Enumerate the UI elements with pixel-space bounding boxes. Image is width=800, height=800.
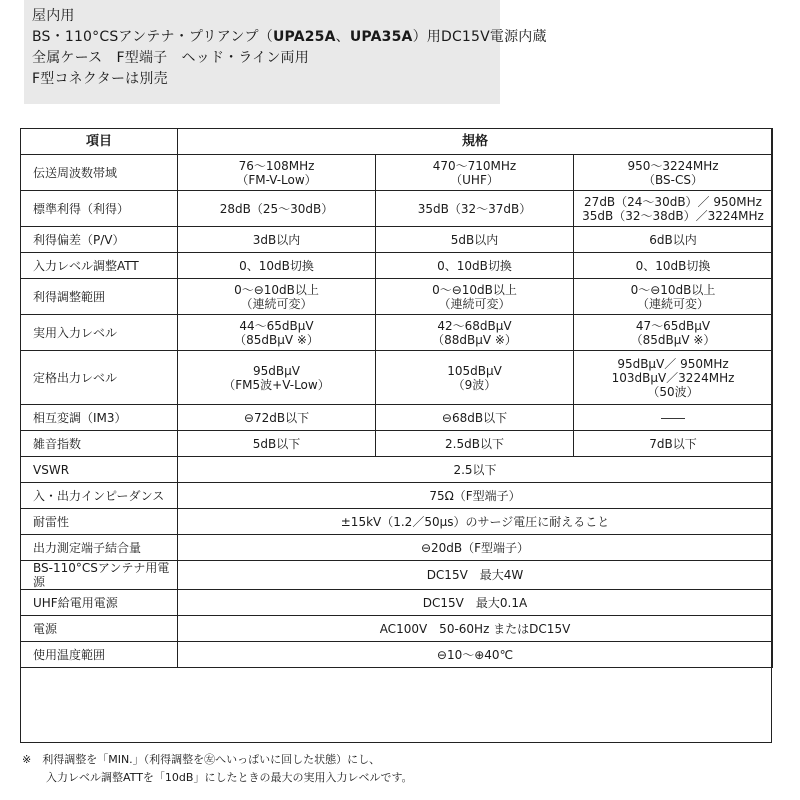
row-value-c2 — [376, 351, 574, 405]
row-label: 伝送周波数帯域 — [21, 155, 178, 191]
row-value-c2 — [376, 431, 574, 457]
cell-line: 6dB以内 — [649, 232, 697, 247]
row-label: UHF給電用電源 — [21, 590, 178, 616]
cell-line: 27dB（24〜30dB）／ 950MHz — [584, 194, 762, 209]
row-value-c3 — [574, 253, 773, 279]
cell-line: 470〜710MHz — [432, 158, 517, 173]
cell-line: ⊖72dB以下 — [243, 410, 310, 425]
row-label: 実用入力レベル — [21, 315, 178, 351]
row-value-c2 — [376, 315, 574, 351]
table-row — [21, 535, 773, 561]
table-row — [21, 509, 773, 535]
table-row — [21, 642, 773, 668]
row-value-c3 — [574, 431, 773, 457]
table-row — [21, 561, 773, 590]
row-label: VSWR — [21, 457, 178, 483]
row-value-c3 — [574, 405, 773, 431]
row-value-span: 75Ω（F型端子） — [178, 483, 773, 509]
row-value-span: 2.5以下 — [178, 457, 773, 483]
footnote — [22, 751, 413, 787]
row-label: 相互変調（IM3） — [21, 405, 178, 431]
case-line: 全属ケース F型端子 ヘッド・ライン両用 — [32, 50, 309, 66]
cell-line: （BS-CS） — [643, 172, 703, 187]
cell-line: 0、10dB切換 — [635, 258, 711, 273]
row-value-c2 — [376, 155, 574, 191]
row-label: 標準利得（利得） — [21, 191, 178, 227]
header-spec: 規格 — [178, 129, 773, 155]
cell-line: 44〜65dBμV — [239, 318, 314, 333]
row-value-c1 — [178, 405, 376, 431]
table-row — [21, 315, 773, 351]
compat-prefix: BS・110°CSアンテナ・プリアンプ（ — [32, 29, 273, 45]
cell-line: 76〜108MHz — [238, 158, 315, 173]
spec-table-body — [21, 129, 773, 668]
row-label: 耐雷性 — [21, 509, 178, 535]
table-row — [21, 431, 773, 457]
cell-line: 3dB以内 — [252, 232, 301, 247]
row-value-c1 — [178, 191, 376, 227]
compat-line — [32, 27, 547, 48]
cell-line: 7dB以下 — [649, 436, 697, 451]
cell-line: （85dBμV ※） — [234, 332, 319, 347]
row-value-c3 — [574, 155, 773, 191]
compat-suffix: ）用DC15V電源内蔵 — [412, 29, 547, 45]
table-row — [21, 405, 773, 431]
row-label: 定格出力レベル — [21, 351, 178, 405]
row-value-c1 — [178, 315, 376, 351]
cell-line: ⊖68dB以下 — [441, 410, 508, 425]
row-value-c1 — [178, 155, 376, 191]
table-row — [21, 191, 773, 227]
row-label: 入・出力インピーダンス — [21, 483, 178, 509]
cell-line: （9波） — [452, 377, 497, 392]
table-row — [21, 483, 773, 509]
cell-line: （FM-V-Low） — [236, 172, 317, 187]
table-row — [21, 590, 773, 616]
row-label: 雑音指数 — [21, 431, 178, 457]
table-row — [21, 457, 773, 483]
row-label: 入力レベル調整ATT — [21, 253, 178, 279]
cell-line: 5dB以下 — [252, 436, 301, 451]
cell-line: 47〜65dBμV — [635, 318, 711, 333]
model-upa35a: UPA35A — [349, 29, 413, 45]
cell-line: 35dB（32〜38dB）／3224MHz — [582, 208, 764, 223]
cell-line: 28dB（25〜30dB） — [219, 201, 334, 216]
cell-line: 950〜3224MHz — [627, 158, 719, 173]
model-separator: 、 — [335, 29, 350, 45]
cell-line: 5dB以内 — [450, 232, 499, 247]
footnote-line-1: ※ 利得調整を「MIN.」（利得調整を㊧へいっぱいに回した状態）にし、 — [22, 753, 381, 766]
row-value-c3 — [574, 191, 773, 227]
cell-line: 95dBμV／ 950MHz — [617, 356, 729, 371]
row-label: 出力測定端子結合量 — [21, 535, 178, 561]
row-value-c1 — [178, 351, 376, 405]
row-value-span: DC15V 最大4W — [178, 561, 773, 590]
spec-table — [20, 128, 773, 668]
row-value-span: ±15kV（1.2／50μs）のサージ電圧に耐えること — [178, 509, 773, 535]
cell-line: （UHF） — [450, 172, 499, 187]
cell-line: 2.5dB以下 — [445, 436, 504, 451]
header-item: 項目 — [21, 129, 178, 155]
cell-line: 0〜⊖10dB以上 — [234, 282, 319, 297]
cell-line: ―― — [661, 410, 685, 425]
row-label: 利得調整範囲 — [21, 279, 178, 315]
row-value-c1 — [178, 431, 376, 457]
table-row — [21, 616, 773, 642]
usage-line: 屋内用 — [32, 8, 75, 24]
table-row — [21, 351, 773, 405]
cell-line: 0、10dB切換 — [239, 258, 314, 273]
cell-line: （連続可変） — [240, 296, 313, 311]
cell-line: 0、10dB切換 — [437, 258, 512, 273]
cell-line: （50波） — [647, 384, 699, 399]
row-label: 使用温度範囲 — [21, 642, 178, 668]
cell-line: （88dBμV ※） — [432, 332, 517, 347]
footnote-line-2: 入力レベル調整ATTを「10dB」にしたときの最大の実用入力レベルです。 — [46, 771, 413, 784]
cell-line: 95dBμV — [253, 363, 300, 378]
row-value-c3 — [574, 279, 773, 315]
product-summary-box — [24, 0, 547, 104]
cell-line: 105dBμV — [447, 363, 502, 378]
row-value-span: ⊖10〜⊕40℃ — [178, 642, 773, 668]
connector-line: F型コネクターは別売 — [32, 71, 168, 87]
table-row — [21, 155, 773, 191]
cell-line: 42〜68dBμV — [437, 318, 512, 333]
cell-line: 103dBμV／3224MHz — [611, 370, 735, 385]
table-row — [21, 253, 773, 279]
table-header-row — [21, 129, 773, 155]
row-value-span: DC15V 最大0.1A — [178, 590, 773, 616]
row-label: 利得偏差（P/V） — [21, 227, 178, 253]
cell-line: 35dB（32〜37dB） — [417, 201, 532, 216]
model-upa25a: UPA25A — [272, 29, 336, 45]
row-value-c1 — [178, 279, 376, 315]
cell-line: 0〜⊖10dB以上 — [432, 282, 517, 297]
table-row — [21, 227, 773, 253]
row-value-c1 — [178, 253, 376, 279]
row-label: 電源 — [21, 616, 178, 642]
cell-line: 0〜⊖10dB以上 — [630, 282, 716, 297]
cell-line: （連続可変） — [438, 296, 511, 311]
row-value-c2 — [376, 191, 574, 227]
row-value-c2 — [376, 253, 574, 279]
row-value-span: AC100V 50-60Hz またはDC15V — [178, 616, 773, 642]
cell-line: （85dBμV ※） — [630, 332, 716, 347]
row-value-c3 — [574, 315, 773, 351]
row-value-span: ⊖20dB（F型端子） — [178, 535, 773, 561]
row-label: BS-110°CSアンテナ用電源 — [21, 561, 178, 590]
table-row — [21, 279, 773, 315]
row-value-c2 — [376, 227, 574, 253]
cell-line: （連続可変） — [636, 296, 709, 311]
row-value-c2 — [376, 405, 574, 431]
row-value-c3 — [574, 351, 773, 405]
row-value-c2 — [376, 279, 574, 315]
row-value-c3 — [574, 227, 773, 253]
cell-line: （FM5波+V-Low） — [223, 377, 330, 392]
row-value-c1 — [178, 227, 376, 253]
